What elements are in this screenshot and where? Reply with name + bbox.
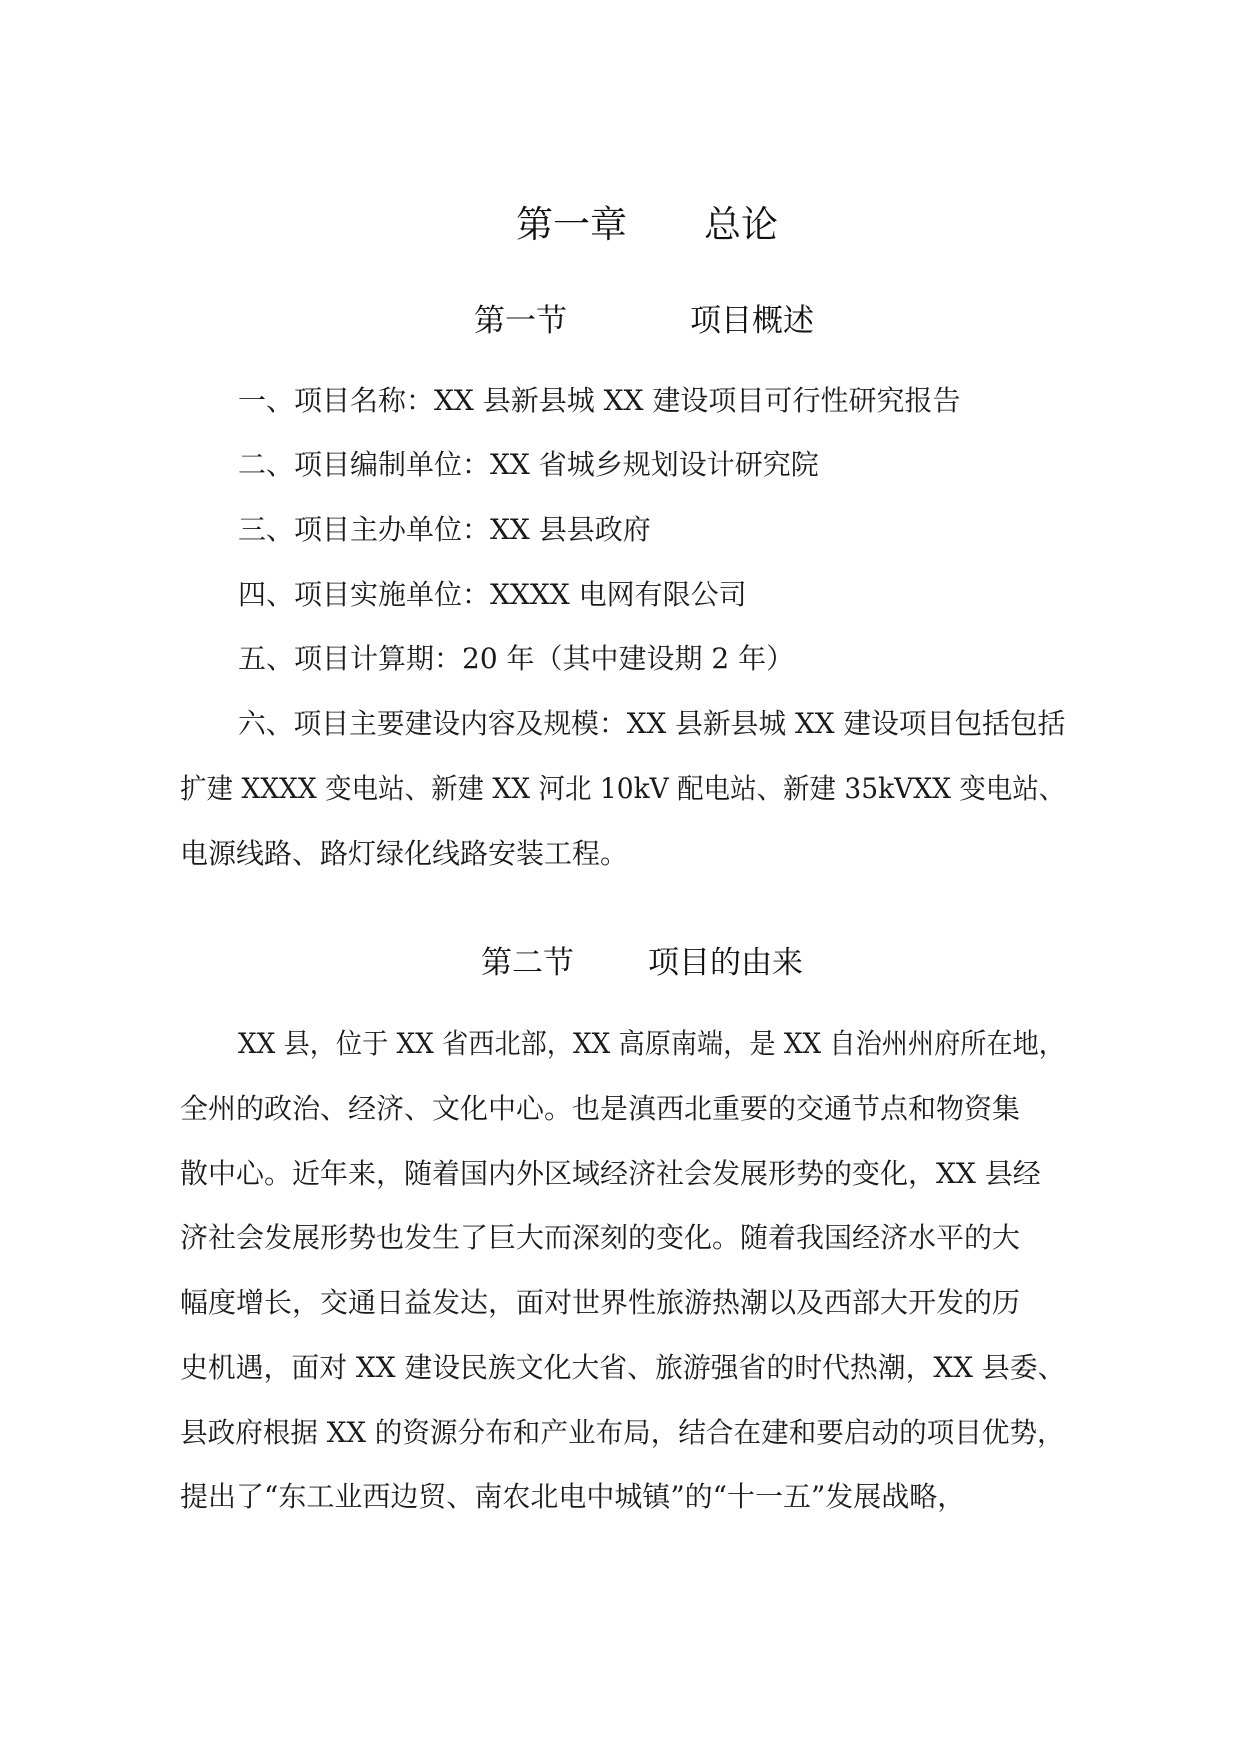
paragraph-line: 济社会发展形势也发生了巨大而深刻的变化。随着我国经济水平的大 (180, 1221, 1021, 1254)
paragraph-line: XX 县，位于 XX 省西北部，XX 高原南端，是 XX 自治州州府所在地， (238, 1027, 1065, 1060)
paragraph-line: 幅度增长，交通日益发达，面对世界性旅游热潮以及西部大开发的历 (180, 1286, 1021, 1319)
section-title: 项目概述 (690, 303, 814, 339)
implementing-unit-item: 四、项目实施单位：XXXX 电网有限公司 (238, 578, 747, 611)
paragraph-line: 散中心。近年来，随着国内外区域经济社会发展形势的变化，XX 县经 (180, 1157, 1041, 1190)
chapter-number: 第一章 (516, 203, 627, 246)
sponsor-unit-item: 三、项目主办单位：XX 县县政府 (238, 513, 651, 546)
project-name-item: 一、项目名称：XX 县新县城 XX 建设项目可行性研究报告 (238, 384, 961, 417)
paragraph-line: 史机遇，面对 XX 建设民族文化大省、旅游强省的时代热潮，XX 县委、 (180, 1351, 1066, 1384)
section-number: 第一节 (474, 303, 567, 339)
section-heading-1 (0, 303, 1241, 340)
paragraph-line: 县政府根据 XX 的资源分布和产业布局，结合在建和要启动的项目优势， (180, 1416, 1065, 1449)
chapter-title: 总论 (704, 203, 778, 246)
compiling-unit-item: 二、项目编制单位：XX 省城乡规划设计研究院 (238, 448, 819, 481)
paragraph-line: 全州的政治、经济、文化中心。也是滇西北重要的交通节点和物资集 (180, 1092, 1021, 1125)
section-heading-2 (0, 945, 1241, 982)
scope-line: 扩建 XXXX 变电站、新建 XX 河北 10kV 配电站、新建 35kVXX 变电站、 (180, 772, 1066, 805)
section-number: 第二节 (481, 945, 574, 981)
scope-line: 电源线路、路灯绿化线路安装工程。 (180, 837, 629, 870)
calculation-period-item: 五、项目计算期：20 年（其中建设期 2 年） (238, 642, 795, 675)
chapter-heading (0, 203, 1241, 246)
section-title: 项目的由来 (648, 945, 803, 981)
scope-line: 六、项目主要建设内容及规模：XX 县新县城 XX 建设项目包括包括 (238, 707, 1066, 740)
paragraph-line: 提出了“东工业西边贸、南农北电中城镇”的“十一五”发展战略， (180, 1480, 966, 1513)
